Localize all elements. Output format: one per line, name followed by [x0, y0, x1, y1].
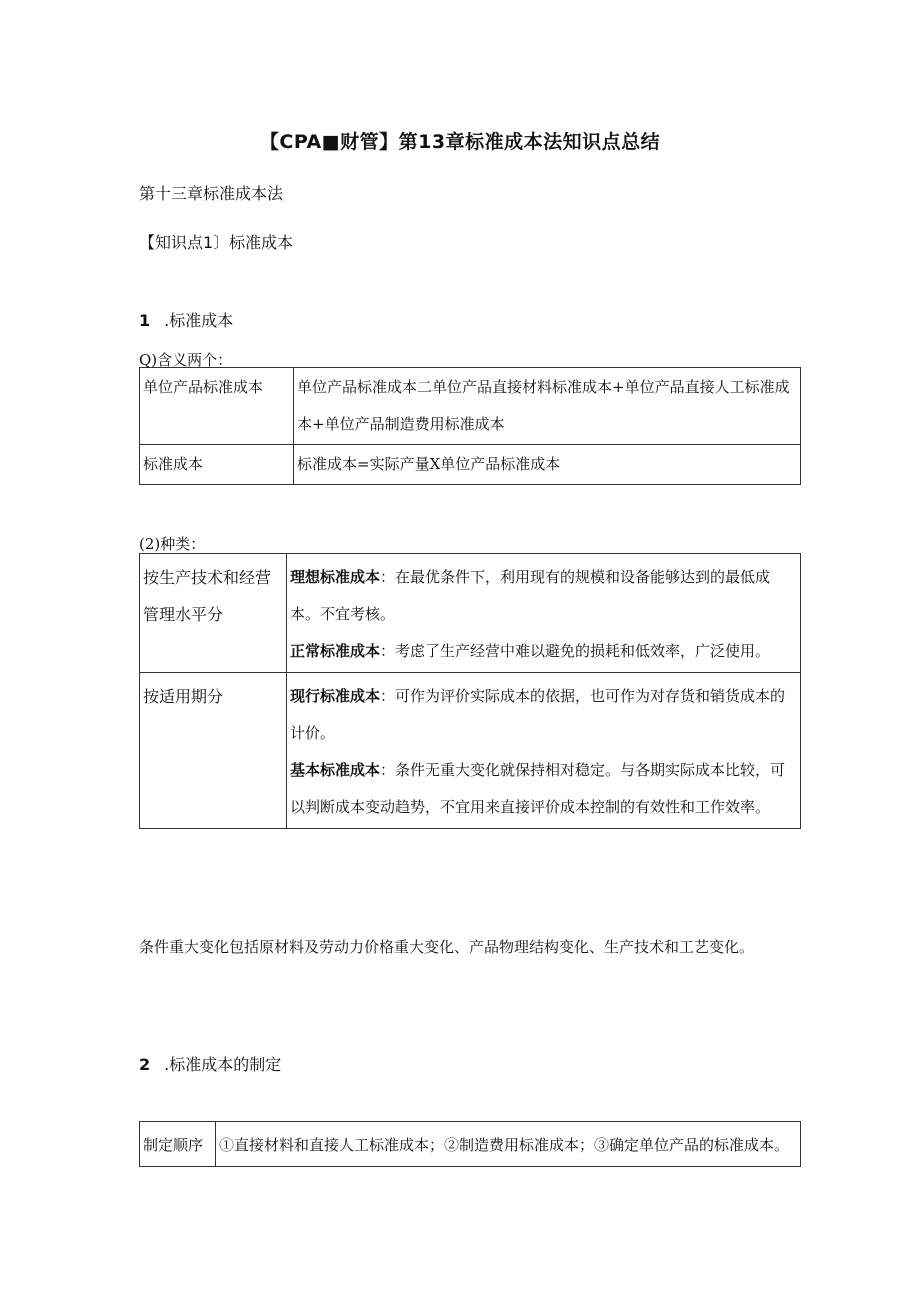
table-cell-label: 按适用期分 — [140, 673, 287, 829]
table-cell-label: 制定顺序 — [140, 1122, 216, 1167]
table-row — [140, 673, 801, 829]
table-row — [140, 445, 801, 485]
table-cell-content: 单位产品标准成本二单位产品直接材料标准成本+单位产品直接人工标准成本+单位产品制造费用标准成本 — [294, 368, 801, 445]
table-cell-content: 标准成本=实际产量X单位产品标准成本 — [294, 445, 801, 485]
table-cell-label: 按生产技术和经营管理水平分 — [140, 554, 287, 673]
table-row — [140, 1122, 801, 1167]
meaning-table — [139, 367, 801, 485]
table-row — [140, 554, 801, 673]
section-1-heading — [139, 308, 233, 331]
order-table — [139, 1121, 801, 1167]
table-cell-content — [287, 673, 801, 829]
section-2-heading — [139, 1052, 281, 1075]
kinds-label: (2)种类： — [139, 535, 206, 553]
knowledge-point-heading: 【知识点1〕标准成本 — [139, 233, 294, 252]
section-2-title: .标准成本的制定 — [164, 1055, 282, 1074]
term-normal-standard-cost: 正常标准成本 — [290, 642, 381, 660]
list-item — [290, 559, 800, 633]
term-description: ：可作为评价实际成本的依据，也可作为对存货和销货成本的计价。 — [290, 687, 786, 742]
section-1-title: .标准成本 — [164, 311, 234, 330]
term-ideal-standard-cost: 理想标准成本 — [290, 568, 381, 586]
table-cell-content: ①直接材料和直接人工标准成本；②制造费用标准成本；③确定单位产品的标准成本。 — [216, 1122, 801, 1167]
term-basic-standard-cost: 基本标准成本 — [290, 761, 381, 779]
table-cell-content — [287, 554, 801, 673]
chapter-heading: 第十三章标准成本法 — [139, 184, 284, 203]
term-description: ：考虑了生产经营中难以避免的损耗和低效率，广泛使用。 — [380, 642, 771, 660]
document-title: 【CPA■财管】第13章标准成本法知识点总结 — [259, 131, 661, 153]
list-item — [290, 752, 800, 826]
section-1-number: 1 — [139, 311, 151, 330]
list-item — [290, 678, 800, 752]
table-cell-label: 单位产品标准成本 — [140, 368, 294, 445]
term-description: ：在最优条件下，利用现有的规模和设备能够达到的最低成本。不宜考核。 — [290, 568, 771, 623]
table-row — [140, 368, 801, 445]
term-description: ：条件无重大变化就保持相对稳定。与各期实际成本比较，可以判断成本变动趋势，不宜用来直接评价成本控制的有效性和工作效率。 — [290, 761, 786, 816]
section-2-number: 2 — [139, 1055, 151, 1074]
kinds-table — [139, 553, 801, 829]
list-item — [290, 633, 800, 670]
term-current-standard-cost: 现行标准成本 — [290, 687, 381, 705]
note-paragraph: 条件重大变化包括原材料及劳动力价格重大变化、产品物理结构变化、生产技术和工艺变化。 — [139, 938, 755, 956]
table-cell-label: 标准成本 — [140, 445, 294, 485]
meaning-label: Q)含义两个： — [139, 351, 233, 369]
